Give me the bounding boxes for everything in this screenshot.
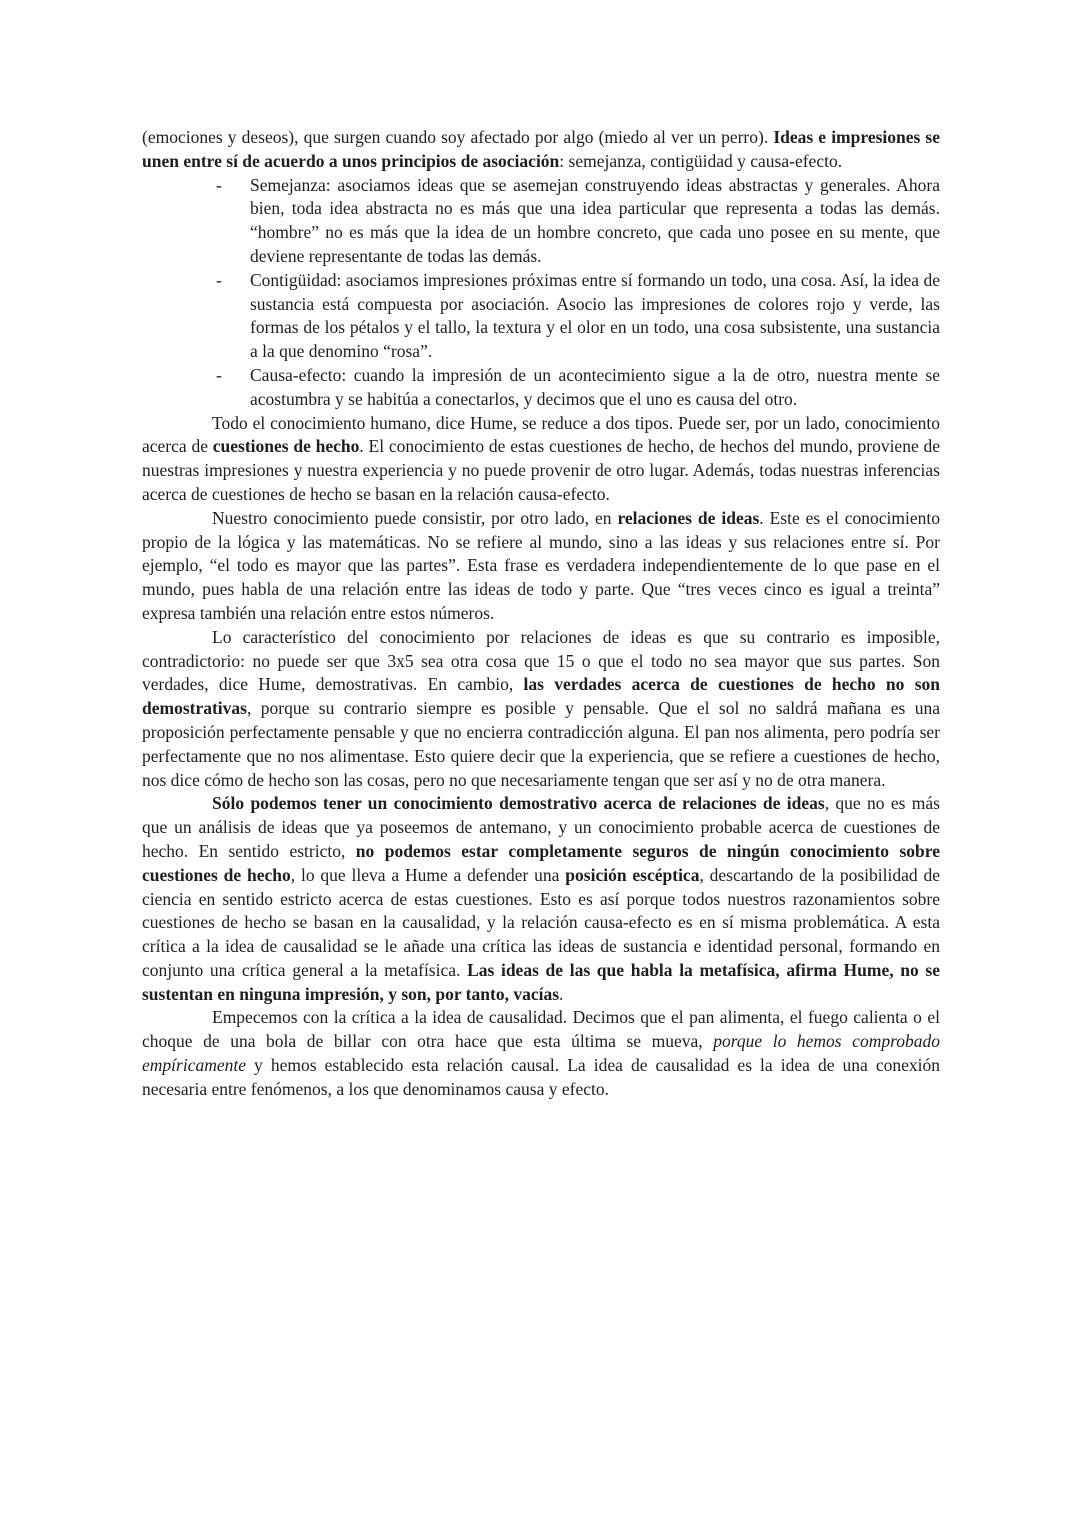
paragraph-verdades-demostrativas bbox=[142, 626, 940, 793]
text-run: Nuestro conocimiento puede consistir, por otro lado, en bbox=[212, 507, 618, 528]
text-run: Contigüidad: asociamos impresiones próximas entre sí formando un todo, una cosa. Así, la idea de sustancia está compuesta por asociación. Asocio las impresiones de colores rojo y verde, las formas de los pétalos y el tallo, la textura y el olor en un todo, una cosa subsistente, una sustancia a la que denomino “rosa”. bbox=[250, 269, 940, 362]
list-item-semejanza bbox=[142, 174, 940, 269]
text-run: relaciones de ideas bbox=[617, 507, 760, 528]
text-run: , lo que lleva a Hume a defender una bbox=[290, 864, 566, 885]
text-run: , que no es más que un análisis de ideas que ya poseemos de antemano, y un conocimiento probable acerca de cuestiones de hecho. En sentido estricto, bbox=[142, 793, 940, 861]
list-item-text bbox=[250, 365, 940, 409]
text-run: , porque su contrario siempre es posible y pensable. Que el sol no saldrá mañana es una proposición perfectamente pensable y que no encierra contradicción alguna. El pan nos alimenta, pero podría ser perfectamente que no nos alimentase. Esto quiere decir que la experiencia, que se refiere a cuestiones de hecho, nos dice cómo de hecho son las cosas, pero no que necesariamente tengan que ser así y no de otra manera. bbox=[142, 698, 940, 790]
dash-bullet-icon: - bbox=[216, 269, 222, 290]
text-run: posición escéptica bbox=[565, 864, 700, 885]
dash-bullet-icon: - bbox=[216, 174, 222, 195]
text-run: Semejanza: asociamos ideas que se asemejan construyendo ideas abstractas y generales. Ahora bien, toda idea abstracta no es más que una idea particular que representa a todas las demás. “hombre” no es más que la idea de un hombre concreto, que cada uno posee en su mente, que deviene representante de todas las demás. bbox=[250, 174, 940, 266]
association-principles-list bbox=[142, 174, 940, 412]
text-run: no podemos estar completamente seguros de ningún conocimiento sobre cuestiones de hecho bbox=[142, 840, 940, 885]
paragraph-relaciones-de-ideas bbox=[142, 507, 940, 626]
text-run: Causa-efecto: cuando la impresión de un acontecimiento sigue a la de otro, nuestra mente se acostumbra y se habitúa a conectarlos, y decimos que el uno es causa del otro. bbox=[250, 364, 940, 409]
list-item-text bbox=[250, 175, 940, 266]
paragraph-critica-causalidad bbox=[142, 1006, 940, 1101]
text-run: Empecemos con la crítica a la idea de causalidad. Decimos que el pan alimenta, el fuego calienta o el choque de una bola de billar con otra hace que esta última se mueva, bbox=[142, 1007, 940, 1052]
document-content bbox=[142, 126, 940, 1102]
text-run: , descartando de la posibilidad de ciencia en sentido estricto acerca de estas cuestiones. Esto es así porque todos nuestros razonamientos sobre cuestiones de hecho se basan en la causalidad, y la relación causa-efecto es en sí misma problemática. A esta crítica a la idea de causalidad se le añade una crítica las ideas de sustancia e identidad personal, formando en conjunto una crítica general a la metafísica. bbox=[142, 864, 941, 980]
text-run: : semejanza, contigüidad y causa-efecto. bbox=[559, 150, 843, 171]
text-run: Sólo podemos tener un conocimiento demostrativo acerca de relaciones de ideas bbox=[212, 793, 825, 814]
text-run: Las ideas de las que habla la metafísica, afirma Hume, no se sustentan en ninguna impresión, y son, por tanto, vacías bbox=[142, 959, 940, 1004]
list-item-causa-efecto bbox=[142, 364, 940, 412]
text-run: porque lo hemos comprobado empíricamente bbox=[142, 1031, 941, 1076]
dash-bullet-icon: - bbox=[216, 364, 222, 385]
paragraph-asociacion bbox=[142, 126, 940, 174]
text-run: (emociones y deseos), que surgen cuando soy afectado por algo (miedo al ver un perro). bbox=[142, 127, 774, 147]
paragraph-posicion-esceptica bbox=[142, 792, 940, 1006]
list-item-contiguidad bbox=[142, 269, 940, 364]
text-run: Ideas e impresiones se unen entre sí de acuerdo a unos principios de asociación bbox=[142, 127, 941, 171]
text-run: . bbox=[559, 983, 564, 1004]
list-item-text bbox=[250, 270, 940, 361]
text-run: cuestiones de hecho bbox=[212, 436, 360, 457]
text-run: . Este es el conocimiento propio de la lógica y las matemáticas. No se refiere al mundo, sino a las ideas y sus relaciones entre sí. Por ejemplo, “el todo es mayor que las partes”. Esta frase es verdadera independientemente de lo que pase en el mundo, pues habla de una relación entre las ideas de todo y parte. Que “tres veces cinco es igual a treinta” expresa también una relación entre estos números. bbox=[142, 507, 940, 623]
text-run: las verdades acerca de cuestiones de hecho no son demostrativas bbox=[142, 674, 940, 719]
text-run: y hemos establecido esta relación causal. La idea de causalidad es la idea de una conexión necesaria entre fenómenos, a los que denominamos causa y efecto. bbox=[142, 1055, 940, 1099]
text-run: Todo el conocimiento humano, dice Hume, se reduce a dos tipos. Puede ser, por un lado, conocimiento acerca de bbox=[142, 412, 940, 457]
paragraph-cuestiones-de-hecho bbox=[142, 412, 940, 507]
text-run: . El conocimiento de estas cuestiones de hecho, de hechos del mundo, proviene de nuestras impresiones y nuestra experiencia y no puede provenir de otro lugar. Además, todas nuestras inferencias acerca de cuestiones de hecho se basan en la relación causa-efecto. bbox=[142, 436, 941, 504]
text-run: Lo característico del conocimiento por relaciones de ideas es que su contrario es imposible, contradictorio: no puede ser que 3x5 sea otra cosa que 15 o que el todo no sea mayor que sus partes. Son verdades, dice Hume, demostrativas. En cambio, bbox=[142, 626, 940, 695]
